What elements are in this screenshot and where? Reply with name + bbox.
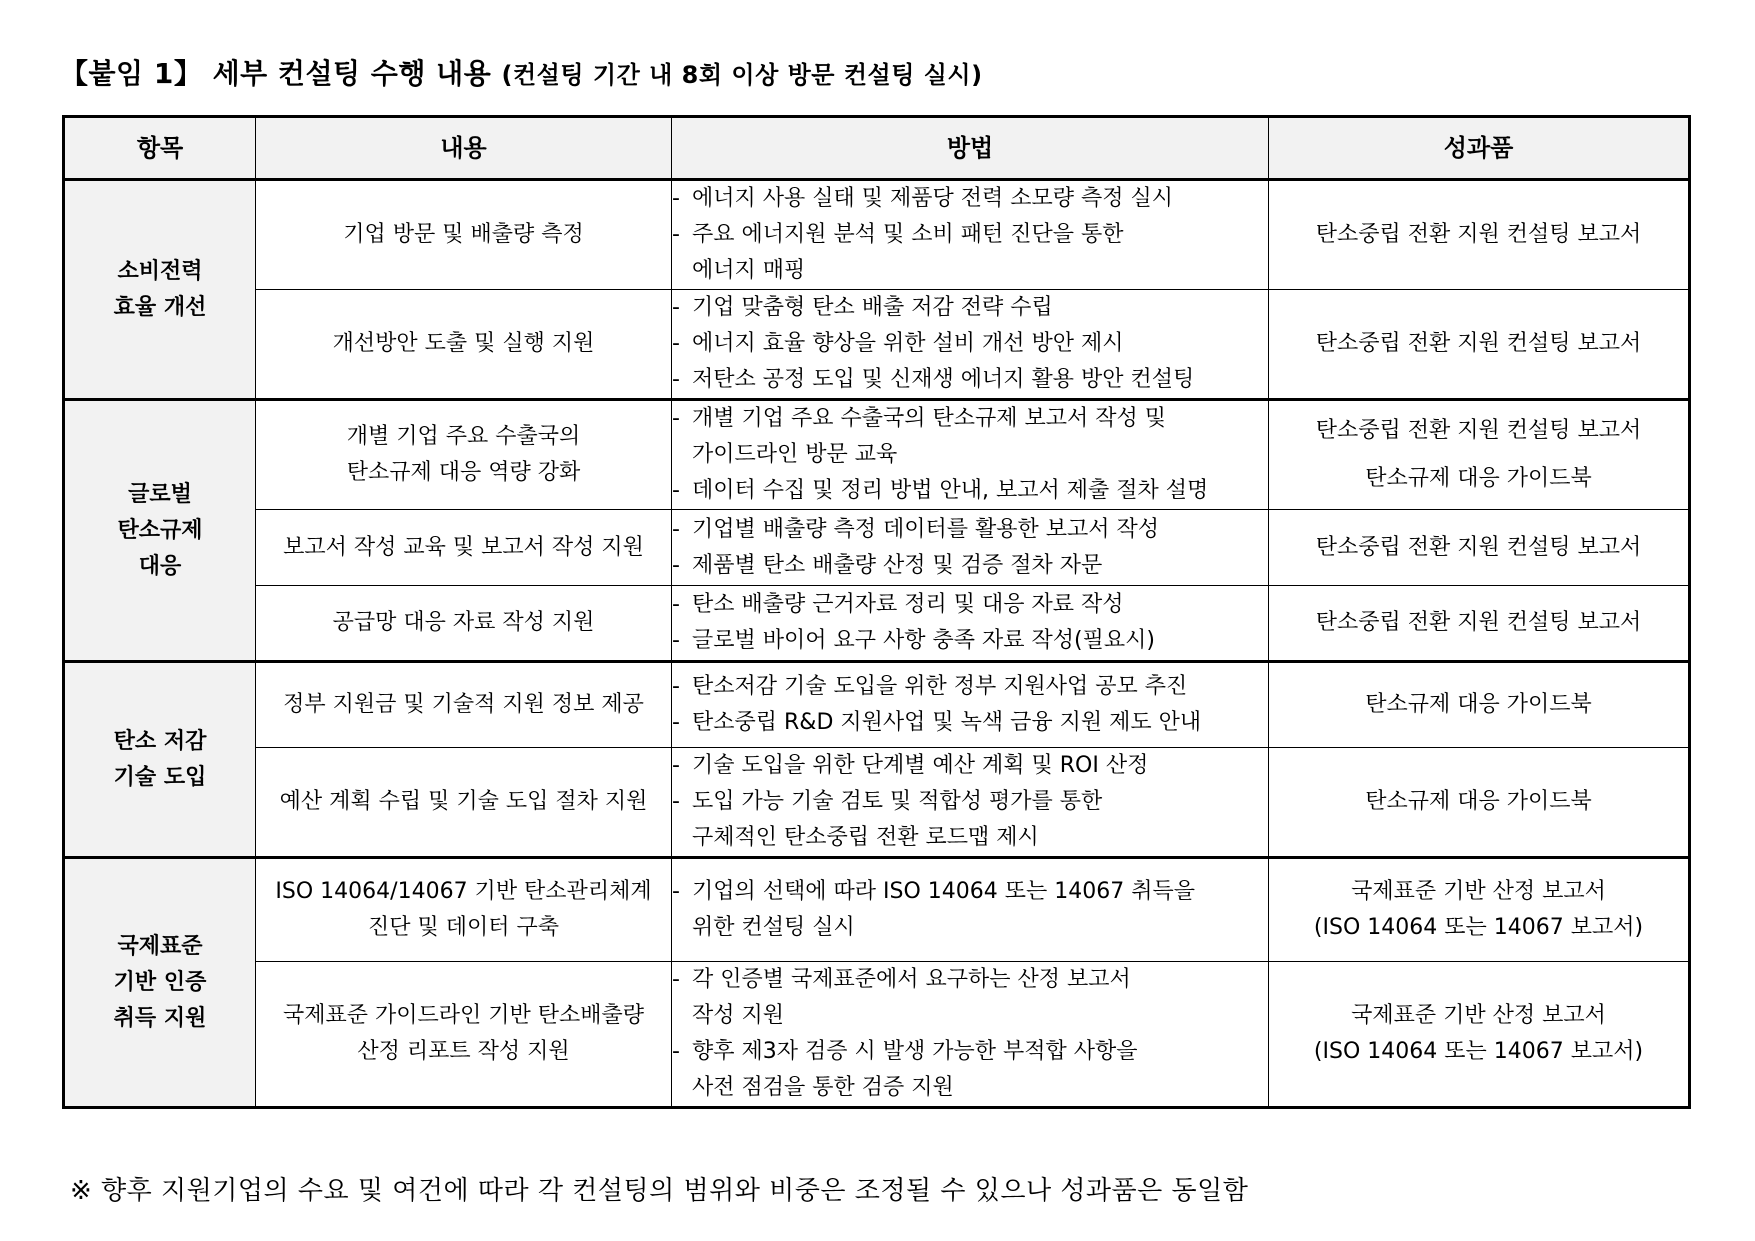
method-item	[672, 362, 1268, 398]
content-cell	[256, 586, 672, 662]
method-item-text: 에너지 효율 향상을 위한 설비 개선 방안 제시	[692, 331, 1124, 356]
output-cell	[1269, 180, 1690, 290]
content-cell	[256, 510, 672, 586]
content-text-line: 국제표준 가이드라인 기반 탄소배출량	[282, 1003, 644, 1028]
table-row	[64, 662, 1690, 748]
table-row	[64, 290, 1690, 400]
output-cell	[1269, 510, 1690, 586]
method-item	[672, 512, 1268, 548]
content-cell	[256, 662, 672, 748]
output-text-line: 탄소규제 대응 가이드북	[1365, 789, 1592, 814]
method-item-text: 탄소 배출량 근거자료 정리 및 대응 자료 작성	[692, 592, 1124, 617]
method-cell	[672, 510, 1269, 586]
content-text-line: 보고서 작성 교육 및 보고서 작성 지원	[283, 534, 644, 560]
table-body	[64, 180, 1690, 1108]
category-label-line: 취득 지원	[113, 1005, 207, 1031]
bullet-dash: -	[672, 710, 680, 735]
content-cell	[256, 400, 672, 510]
bullet-dash: -	[672, 789, 680, 814]
method-cell	[672, 962, 1269, 1108]
bullet-dash: -	[672, 222, 680, 247]
category-label-line: 기술 도입	[113, 764, 207, 790]
method-item	[672, 669, 1268, 705]
method-item-text: 개별 기업 주요 수출국의 탄소규제 보고서 작성 및	[692, 406, 1166, 431]
output-text-line: 탄소중립 전환 지원 컨설팅 보고서	[1315, 331, 1642, 356]
category-label-line: 효율 개선	[113, 294, 207, 320]
content-text-line: 탄소규제 대응 역량 강화	[346, 460, 581, 485]
method-item-text: 기업별 배출량 측정 데이터를 활용한 보고서 작성	[692, 516, 1160, 542]
output-cell	[1269, 662, 1690, 748]
method-item-continuation: 사전 점검을 통한 검증 지원	[692, 1075, 954, 1100]
content-text-line: 기업 방문 및 배출량 측정	[343, 222, 584, 247]
bullet-dash: -	[672, 367, 680, 392]
table-row	[64, 180, 1690, 290]
output-cell	[1269, 858, 1690, 962]
method-item-text: 각 인증별 국제표준에서 요구하는 산정 보고서	[692, 967, 1131, 992]
table-row	[64, 962, 1690, 1108]
method-item	[672, 217, 1268, 253]
category-label-line: 소비전력	[117, 258, 203, 284]
content-cell	[256, 290, 672, 400]
bullet-dash: -	[672, 516, 680, 542]
method-item	[672, 748, 1268, 784]
header-output: 성과품	[1269, 117, 1690, 180]
category-cell	[64, 400, 256, 662]
output-text-line: 탄소규제 대응 가이드북	[1365, 466, 1592, 491]
method-cell	[672, 586, 1269, 662]
title-main: 【붙임 1】 세부 컨설팅 수행 내용	[60, 57, 492, 90]
content-cell	[256, 962, 672, 1108]
bullet-dash: -	[672, 674, 680, 699]
method-item	[672, 623, 1268, 659]
method-cell	[672, 400, 1269, 510]
bullet-dash: -	[672, 967, 680, 992]
table-row	[64, 510, 1690, 586]
output-cell	[1269, 290, 1690, 400]
content-text-line: 산정 리포트 작성 지원	[357, 1039, 570, 1064]
method-item	[672, 962, 1268, 998]
content-text-line: ISO 14064/14067 기반 탄소관리체계	[275, 879, 652, 904]
output-text-line: (ISO 14064 또는 14067 보고서)	[1313, 915, 1644, 940]
method-item-text: 주요 에너지원 분석 및 소비 패턴 진단을 통한	[692, 222, 1124, 247]
bullet-dash: -	[672, 186, 680, 211]
category-label-line: 국제표준	[117, 933, 203, 959]
table-row	[64, 748, 1690, 858]
output-cell	[1269, 962, 1690, 1108]
method-cell	[672, 858, 1269, 962]
method-cell	[672, 662, 1269, 748]
category-cell	[64, 858, 256, 1108]
output-cell	[1269, 400, 1690, 510]
method-cell	[672, 290, 1269, 400]
method-item-text: 글로벌 바이어 요구 사항 충족 자료 작성(필요시)	[692, 628, 1155, 653]
table-header-row	[64, 117, 1690, 180]
header-content: 내용	[256, 117, 672, 180]
header-method: 방법	[672, 117, 1269, 180]
method-item-text: 탄소저감 기술 도입을 위한 정부 지원사업 공모 추진	[692, 674, 1188, 699]
bullet-dash: -	[672, 879, 680, 904]
method-item	[672, 401, 1268, 437]
output-text-line: (ISO 14064 또는 14067 보고서)	[1313, 1039, 1644, 1064]
method-item-text: 데이터 수집 및 정리 방법 안내, 보고서 제출 절차 설명	[692, 478, 1209, 503]
content-cell	[256, 858, 672, 962]
table-row	[64, 858, 1690, 962]
category-label-line: 기반 인증	[113, 969, 207, 995]
content-text-line: 개별 기업 주요 수출국의	[346, 424, 581, 449]
method-cell	[672, 180, 1269, 290]
table-row	[64, 400, 1690, 510]
category-label-line: 글로벌	[128, 481, 192, 507]
output-text-line: 탄소중립 전환 지원 컨설팅 보고서	[1315, 418, 1642, 443]
output-cell	[1269, 748, 1690, 858]
method-item-text: 기술 도입을 위한 단계별 예산 계획 및 ROI 산정	[692, 753, 1149, 778]
method-item	[672, 587, 1268, 623]
title-subtitle: (컨설팅 기간 내 8회 이상 방문 컨설팅 실시)	[501, 61, 983, 89]
bullet-dash: -	[672, 592, 680, 617]
content-cell	[256, 748, 672, 858]
method-item-text: 기업의 선택에 따라 ISO 14064 또는 14067 취득을	[692, 879, 1195, 904]
output-text-line: 탄소중립 전환 지원 컨설팅 보고서	[1315, 534, 1642, 560]
content-text-line: 예산 계획 수립 및 기술 도입 절차 지원	[279, 789, 648, 814]
method-item-continuation: 가이드라인 방문 교육	[692, 442, 898, 467]
method-item	[672, 473, 1268, 509]
content-text-line: 정부 지원금 및 기술적 지원 정보 제공	[283, 692, 644, 717]
method-item	[672, 705, 1268, 741]
method-item-text: 저탄소 공정 도입 및 신재생 에너지 활용 방안 컨설팅	[692, 367, 1195, 392]
method-item	[672, 874, 1268, 910]
content-cell	[256, 180, 672, 290]
consulting-details-table	[62, 115, 1691, 1109]
output-cell	[1269, 586, 1690, 662]
category-cell	[64, 662, 256, 858]
method-item-text: 향후 제3자 검증 시 발생 가능한 부적합 사항을	[692, 1039, 1138, 1064]
method-item-text: 기업 맞춤형 탄소 배출 저감 전략 수립	[692, 295, 1053, 320]
output-text-line: 탄소중립 전환 지원 컨설팅 보고서	[1315, 222, 1642, 247]
header-category: 항목	[64, 117, 256, 180]
method-item-continuation: 작성 지원	[692, 1003, 785, 1028]
output-text-line: 국제표준 기반 산정 보고서	[1351, 879, 1606, 904]
method-item-text: 제품별 탄소 배출량 산정 및 검증 절차 자문	[692, 552, 1103, 578]
method-item	[672, 1034, 1268, 1070]
bullet-dash: -	[672, 628, 680, 653]
category-label-line: 대응	[138, 553, 182, 579]
content-text-line: 공급망 대응 자료 작성 지원	[332, 610, 595, 635]
bullet-dash: -	[672, 1039, 680, 1064]
method-item-continuation: 위한 컨설팅 실시	[692, 915, 855, 940]
category-label-line: 탄소규제	[117, 517, 203, 543]
table-row	[64, 586, 1690, 662]
method-item-continuation: 구체적인 탄소중립 전환 로드맵 제시	[692, 825, 1039, 850]
method-item-text: 도입 가능 기술 검토 및 적합성 평가를 통한	[692, 789, 1103, 814]
bullet-dash: -	[672, 406, 680, 431]
method-item-text: 탄소중립 R&D 지원사업 및 녹색 금융 지원 제도 안내	[692, 710, 1202, 735]
method-item	[672, 290, 1268, 326]
bullet-dash: -	[672, 552, 680, 578]
method-item	[672, 326, 1268, 362]
output-text-line: 국제표준 기반 산정 보고서	[1351, 1003, 1606, 1028]
category-cell	[64, 180, 256, 400]
content-text-line: 개선방안 도출 및 실행 지원	[332, 331, 595, 356]
method-item-continuation: 에너지 매핑	[692, 258, 806, 283]
bullet-dash: -	[672, 331, 680, 356]
content-text-line: 진단 및 데이터 구축	[368, 915, 559, 940]
method-item-text: 에너지 사용 실태 및 제품당 전력 소모량 측정 실시	[692, 186, 1173, 211]
output-text-line: 탄소규제 대응 가이드북	[1365, 692, 1592, 717]
footnote: ※ 향후 지원기업의 수요 및 여건에 따라 각 컨설팅의 범위와 비중은 조정될 수 있으나 성과품은 동일함	[70, 1176, 1249, 1206]
output-text-line: 탄소중립 전환 지원 컨설팅 보고서	[1315, 610, 1642, 635]
document-title	[60, 52, 983, 92]
method-item	[672, 784, 1268, 820]
method-item	[672, 548, 1268, 584]
category-label-line: 탄소 저감	[113, 728, 207, 754]
bullet-dash: -	[672, 753, 680, 778]
method-cell	[672, 748, 1269, 858]
bullet-dash: -	[672, 478, 680, 503]
method-item	[672, 181, 1268, 217]
bullet-dash: -	[672, 295, 680, 320]
